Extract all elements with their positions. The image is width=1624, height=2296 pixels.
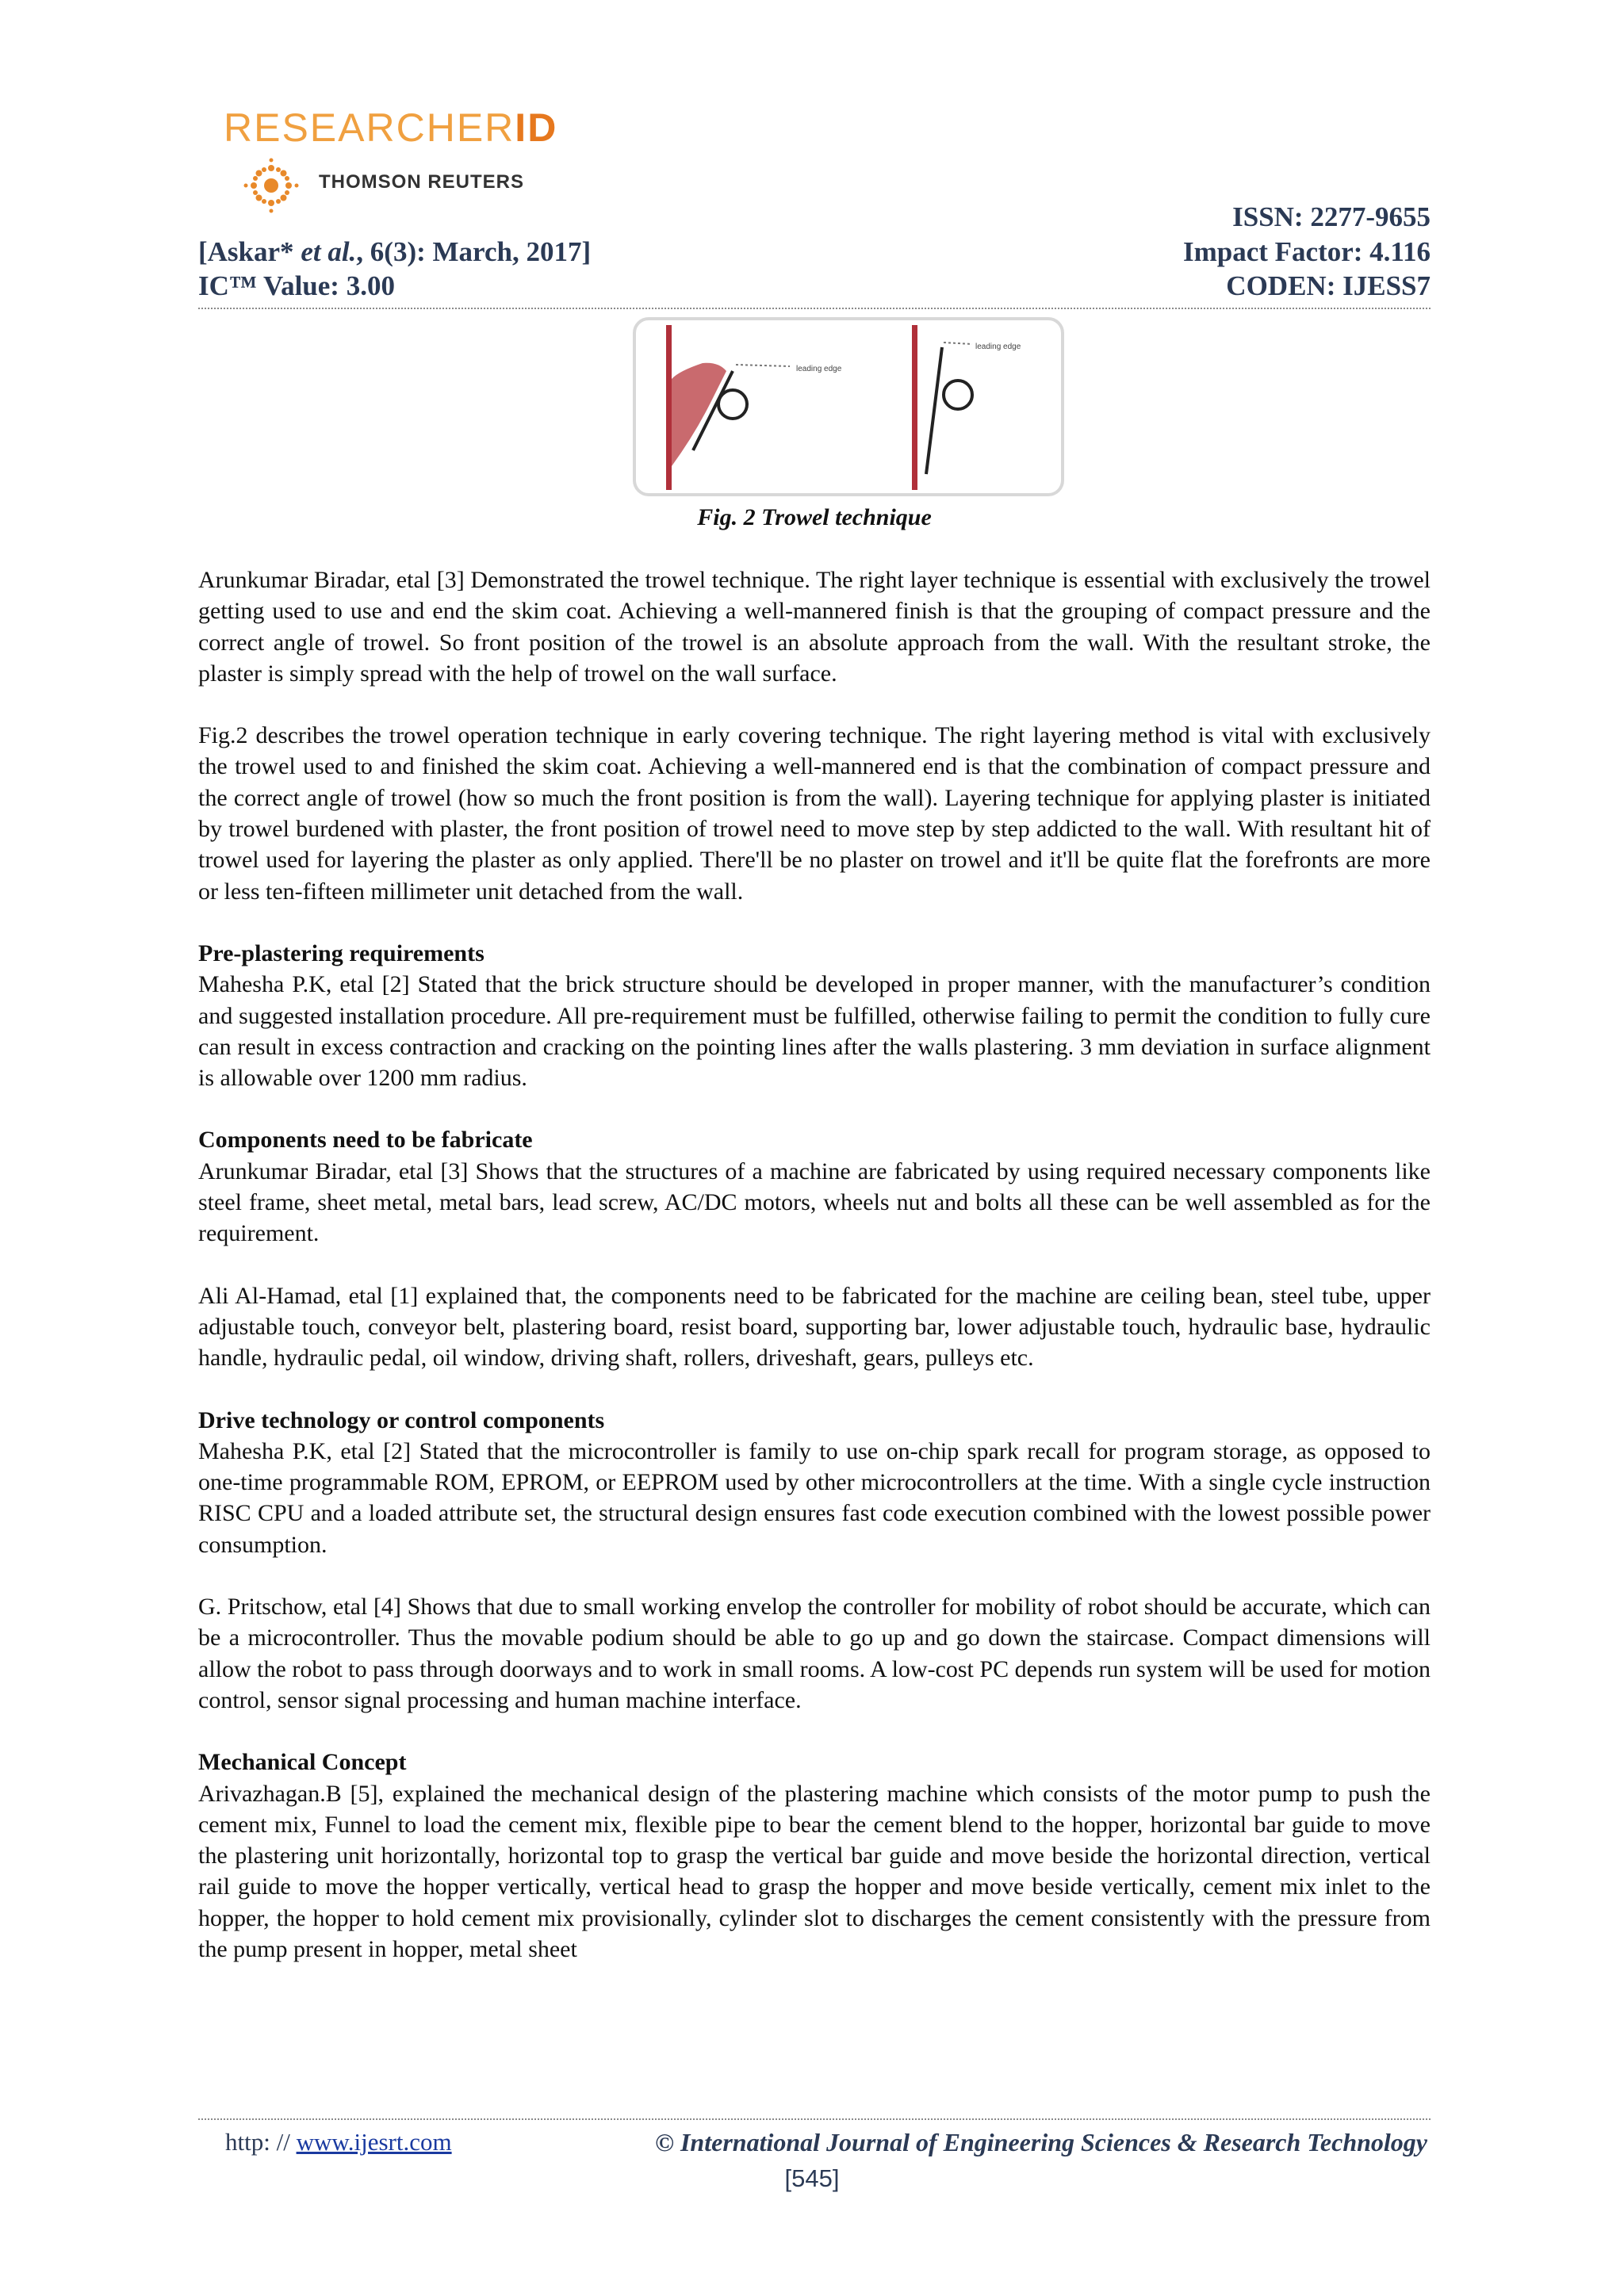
citation <box>198 236 591 268</box>
header-divider <box>198 308 1431 309</box>
logo-title <box>224 105 557 151</box>
trowel-technique-figure <box>631 316 1066 498</box>
heading-pre-plastering: Pre-plastering requirements <box>198 939 485 966</box>
heading-components: Components need to be fabricate <box>198 1127 533 1154</box>
researcherid-logo <box>224 105 573 208</box>
paragraph-3: Mahesha P.K, etal [2] Stated that the brick structure should be developed in proper manner, with the manufacturer’s condition and suggested installation procedure. All pre-requirement must be fulfilled, otherwise failing to permit the condition to fully cure can result in excess contraction and cracking on the pointing lines after the walls plastering. 3 mm deviation in surface alignment is allowable over 1200 mm radius. <box>198 971 1431 1092</box>
leading-edge-label-right: leading edge <box>975 342 1021 351</box>
citation-suffix: , 6(3): March, 2017] <box>356 236 592 267</box>
heading-mechanical-concept: Mechanical Concept <box>198 1749 407 1776</box>
footer-journal-name: © International Journal of Engineering Sciences & Research Technology <box>655 2128 1427 2156</box>
paragraph-5: Ali Al-Hamad, etal [1] explained that, the components need to be fabricated for the machine are ceiling bean, steel tube, upper adjustable touch, conveyor belt, plastering board, resist board, supporting bar, lower adjustable touch, hydraulic base, hydraulic handle, hydraulic pedal, oil window, driving shaft, rollers, driveshaft, gears, pulleys etc. <box>198 1282 1431 1372</box>
wall-right <box>912 325 917 490</box>
article-body <box>198 564 1431 1996</box>
citation-etal: et al. <box>301 236 357 267</box>
wall-left <box>666 325 672 490</box>
logo-title-main: RESEARCHER <box>224 105 515 150</box>
paragraph-8: Arivazhagan.B [5], explained the mechanical design of the plastering machine which consists of the motor pump to push the cement mix, Funnel to load the cement mix, flexible pipe to bear the cement blend to the hopper, horizontal bar guide to move the plastering unit horizontally, horizontal top to grasp the vertical bar guide and move beside the horizontal direction, vertical rail guide to move the hopper vertically, vertical head to grasp the hopper and move beside vertically, cement mix inlet to the hopper, the hopper to hold cement mix provisionally, cylinder slot to discharges the cement consistently with the pressure from the pump present in hopper, metal sheet <box>198 1780 1431 1962</box>
paragraph-6: Mahesha P.K, etal [2] Stated that the microcontroller is family to use on-chip spark recall for program storage, as opposed to one-time programmable ROM, EPROM, or EEPROM used by other microcontrollers at the time. With a single cycle instruction RISC CPU and a loaded attribute set, the structural design ensures fast code execution combined with the lowest possible power consumption. <box>198 1437 1431 1558</box>
logo-title-accent: ID <box>515 105 558 150</box>
impact-factor: Impact Factor: 4.116 <box>1182 236 1431 267</box>
paragraph-1: Arunkumar Biradar, etal [3] Demonstrated the trowel technique. The right layer technique is essential with exclusively the trowel getting used to use and end the skim coat. Achieving a well-mannered finish is that the grouping of compact pressure and the correct angle of trowel. So front position of the trowel is an absolute approach from the wall. With the resultant stroke, the plaster is simply spread with the help of trowel on the wall surface. <box>198 567 1431 687</box>
footer-divider <box>198 2118 1431 2120</box>
paragraph-4: Arunkumar Biradar, etal [3] Shows that the structures of a machine are fabricated by using required necessary components like steel frame, sheet metal, metal bars, lead screw, AC/DC motors, wheels nut and bolts all these can be well assembled as for the requirement. <box>198 1158 1431 1247</box>
paragraph-7: G. Pritschow, etal [4] Shows that due to small working envelop the controller for mobility of robot should be accurate, which can be a microcontroller. Thus the movable podium should be able to go up and go down the staircase. Compact dimensions will allow the robot to pass through doorways and to work in small rooms. A low-cost PC depends run system will be used for motion control, sensor signal processing and human machine interface. <box>198 1594 1431 1713</box>
page-number: [545] <box>784 2164 840 2192</box>
ic-value: IC™ Value: 3.00 <box>198 270 395 301</box>
paragraph-2: Fig.2 describes the trowel operation technique in early covering technique. The right layering method is vital with exclusively the trowel used to and finished the skim coat. Achieving a well-mannered end is that the combination of compact pressure and the correct angle of trowel (how so much the front position is from the wall). Layering technique for applying plaster is initiated by trowel burdened with plaster, the front position of trowel need to move step by step addicted to the wall. With resultant hit of trowel used for layering the plaster as only applied. There'll be no plaster on trowel and it'll be quite flat the forefronts are more or less ten-fifteen millimeter unit detached from the wall. <box>198 722 1431 905</box>
footer-url <box>225 2128 452 2156</box>
thomson-reuters-sun-icon <box>243 157 300 214</box>
citation-prefix: [Askar* <box>198 236 301 267</box>
heading-drive-technology: Drive technology or control components <box>198 1406 605 1433</box>
figure-caption: Fig. 2 Trowel technique <box>697 504 932 530</box>
issn: ISSN: 2277-9655 <box>1232 201 1431 232</box>
journal-website-link[interactable]: www.ijesrt.com <box>296 2128 452 2156</box>
coden: CODEN: IJESS7 <box>1226 270 1431 301</box>
footer-url-prefix: http: // <box>225 2128 297 2156</box>
logo-subtitle: THOMSON REUTERS <box>319 171 525 193</box>
leading-edge-label-left: leading edge <box>796 365 842 373</box>
